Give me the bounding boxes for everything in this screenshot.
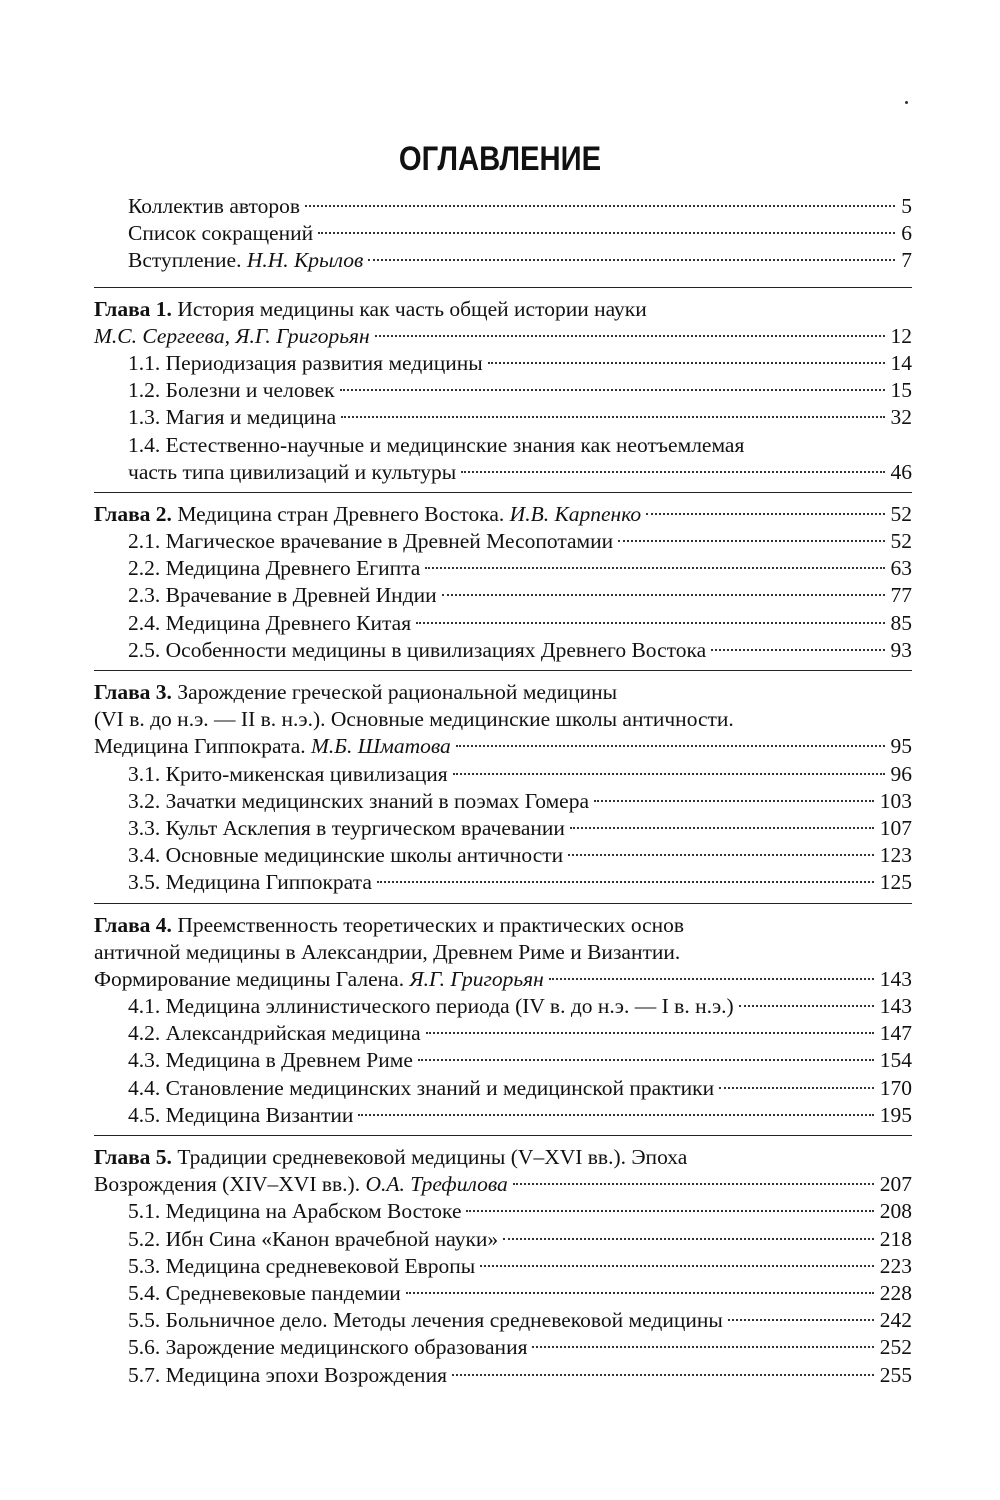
section-entry	[94, 377, 912, 404]
entry-text	[128, 1198, 461, 1225]
page-number: 6	[901, 221, 912, 246]
page-number: 96	[890, 761, 912, 786]
page-number: 85	[890, 610, 912, 635]
chapter-label: Глава 3.	[94, 680, 178, 704]
page-number: 32	[890, 405, 912, 430]
section-title: 5.6. Зарождение медицинского образования	[128, 1335, 528, 1360]
dot-leader	[466, 1210, 873, 1212]
section-title: 5.5. Больничное дело. Методы лечения средневековой медицины	[128, 1308, 723, 1333]
dot-leader	[406, 1292, 874, 1294]
toc-entry	[94, 193, 912, 220]
dot-leader	[549, 978, 874, 980]
toc-entry	[94, 247, 912, 274]
entry-title: Коллектив авторов	[128, 194, 300, 218]
section-title: 3.4. Основные медицинские школы античности	[128, 843, 564, 868]
dot-leader	[739, 1005, 874, 1007]
page-number: 154	[879, 1048, 912, 1073]
page-number: 195	[879, 1102, 912, 1127]
entry-text	[128, 582, 437, 609]
section-entry	[94, 869, 912, 896]
chapter-heading-line	[94, 706, 912, 733]
page-number: 7	[901, 248, 912, 273]
section-entry	[94, 1253, 912, 1280]
entry-text	[128, 193, 300, 220]
section-title: 2.2. Медицина Древнего Египта	[128, 556, 421, 581]
dot-leader	[442, 594, 885, 596]
section-title: 3.5. Медицина Гиппократа	[128, 870, 372, 895]
section-title: 2.1. Магическое врачевание в Древней Месопотамии	[128, 529, 614, 554]
chapter-heading	[94, 966, 912, 993]
section-entry	[94, 1280, 912, 1307]
section-title: 1.3. Магия и медицина	[128, 405, 337, 430]
chapter-heading-line	[94, 679, 912, 706]
dot-leader	[341, 416, 884, 418]
dot-leader	[416, 622, 884, 624]
entry-text	[128, 842, 563, 869]
section-title: 4.1. Медицина эллинистического периода (IV в. до н.э. — I в. н.э.)	[128, 994, 734, 1019]
section-entry	[94, 1102, 912, 1129]
section-entry	[94, 788, 912, 815]
dot-leader	[418, 1059, 874, 1061]
dot-leader	[728, 1319, 874, 1321]
section-title: 3.2. Зачатки медицинских знаний в поэмах Гомера	[128, 788, 590, 813]
dot-leader	[513, 1183, 874, 1185]
chapter-author: М.Б. Шматова	[310, 734, 451, 759]
section-title: 5.7. Медицина эпохи Возрождения	[128, 1362, 447, 1387]
chapter-heading-line	[94, 296, 912, 323]
section-entry	[94, 637, 912, 664]
chapter-title-line: Возрождения (XIV–XVI вв.).	[94, 1172, 366, 1197]
dot-leader	[318, 232, 895, 234]
entry-text	[128, 1020, 421, 1047]
entry-text	[128, 1334, 527, 1361]
entry-text	[128, 1307, 723, 1334]
entry-text	[94, 939, 680, 966]
section-title: 4.3. Медицина в Древнем Риме	[128, 1048, 413, 1073]
chapter-heading-line	[94, 939, 912, 966]
entry-text	[128, 1226, 498, 1253]
page-number: 5	[901, 194, 912, 218]
chapter-title-line: История медицины как часть общей истории науки	[177, 296, 647, 321]
section-entry	[94, 1047, 912, 1074]
dot-leader	[425, 567, 884, 569]
chapter-title-line: (VI в. до н.э. — II в. н.э.). Основные медицинские школы античности.	[94, 707, 734, 732]
section-entry	[94, 404, 912, 431]
chapter-block	[94, 1135, 912, 1389]
entry-text	[128, 1280, 401, 1307]
page-number: 143	[879, 966, 912, 991]
entry-text	[128, 1047, 413, 1074]
section-title: 4.2. Александрийская медицина	[128, 1021, 421, 1046]
entry-text	[94, 733, 451, 760]
dot-leader	[646, 513, 884, 515]
chapter-author: И.В. Карпенко	[509, 501, 642, 526]
chapter-block	[94, 670, 912, 897]
entry-text	[94, 323, 370, 350]
scan-speck	[905, 101, 908, 104]
page-number: 63	[890, 556, 912, 581]
table-of-contents	[94, 193, 912, 1389]
page-number: 207	[879, 1172, 912, 1197]
chapter-heading	[94, 323, 912, 350]
dot-leader	[340, 389, 885, 391]
section-entry	[94, 582, 912, 609]
section-entry	[94, 1075, 912, 1102]
page-number: 46	[890, 459, 912, 484]
section-entry	[94, 842, 912, 869]
section-title: 2.3. Врачевание в Древней Индии	[128, 583, 437, 608]
page-number: 123	[879, 843, 912, 868]
chapter-heading	[94, 733, 912, 760]
section-entry	[94, 350, 912, 377]
dot-leader	[711, 649, 884, 651]
section-entry	[94, 459, 912, 486]
entry-author: Н.Н. Крылов	[246, 248, 364, 273]
chapter-author: М.С. Сергеева, Я.Г. Григорьян	[94, 323, 370, 348]
dot-leader	[488, 362, 885, 364]
page-number: 93	[890, 637, 912, 662]
entry-text	[128, 788, 589, 815]
chapter-title-line: Традиции средневековой медицины (V–XVI вв.). Эпоха	[177, 1145, 688, 1169]
entry-text	[128, 528, 613, 555]
entry-text	[128, 377, 335, 404]
entry-text	[128, 761, 448, 788]
section-title: 4.5. Медицина Византии	[128, 1102, 354, 1127]
entry-text	[128, 555, 420, 582]
entry-text	[128, 1253, 475, 1280]
chapter-title-line: Медицина стран Древнего Востока.	[177, 501, 510, 526]
entry-text	[128, 432, 744, 459]
dot-leader	[568, 854, 874, 856]
section-entry	[94, 1334, 912, 1361]
page-number: 103	[879, 788, 912, 813]
page-number: 170	[879, 1075, 912, 1100]
entry-text	[94, 501, 641, 528]
chapter-title-line: Медицина Гиппократа.	[94, 734, 311, 759]
entry-text	[128, 1075, 714, 1102]
entry-text	[128, 1102, 353, 1129]
dot-leader	[453, 773, 885, 775]
section-title: 2.4. Медицина Древнего Китая	[128, 610, 412, 635]
chapter-heading	[94, 501, 912, 528]
chapter-block	[94, 903, 912, 1130]
section-entry	[94, 432, 912, 459]
dot-leader	[719, 1087, 874, 1089]
toc-entry	[94, 220, 912, 247]
chapter-label: Глава 5.	[94, 1145, 178, 1169]
page-number: 12	[890, 323, 912, 348]
page-number: 125	[879, 870, 912, 895]
chapter-author: Я.Г. Григорьян	[409, 966, 544, 991]
toc-front-matter	[94, 193, 912, 275]
dot-leader	[368, 259, 895, 261]
entry-text	[94, 966, 544, 993]
page-number: 223	[879, 1253, 912, 1278]
chapter-heading-line	[94, 1144, 912, 1171]
dot-leader	[377, 881, 874, 883]
chapter-heading	[94, 1171, 912, 1198]
page-number: 147	[879, 1021, 912, 1046]
section-title: 3.3. Культ Асклепия в теургическом врачевании	[128, 815, 565, 840]
section-title: 5.4. Средневековые пандемии	[128, 1280, 401, 1305]
page-number: 228	[879, 1280, 912, 1305]
section-entry	[94, 1198, 912, 1225]
dot-leader	[503, 1238, 874, 1240]
section-title: часть типа цивилизаций и культуры	[128, 459, 457, 484]
page-title: ОГЛАВЛЕНИЕ	[398, 140, 602, 178]
dot-leader	[480, 1265, 874, 1267]
entry-title: Вступление.	[128, 248, 247, 273]
chapter-title-line: Формирование медицины Галена.	[94, 966, 410, 991]
entry-text	[128, 869, 372, 896]
dot-leader	[594, 800, 874, 802]
section-title: 3.1. Крито-микенская цивилизация	[128, 761, 448, 786]
dot-leader	[305, 205, 895, 207]
page-number: 208	[879, 1199, 912, 1224]
dot-leader	[532, 1346, 873, 1348]
dot-leader	[456, 745, 885, 747]
section-title: 1.2. Болезни и человек	[128, 378, 335, 403]
chapter-author: О.А. Трефилова	[365, 1172, 508, 1197]
section-entry	[94, 528, 912, 555]
dot-leader	[570, 827, 874, 829]
chapter-label: Глава 1.	[94, 296, 178, 321]
section-entry	[94, 815, 912, 842]
dot-leader	[618, 540, 884, 542]
section-entry	[94, 761, 912, 788]
chapter-label: Глава 2.	[94, 501, 178, 526]
entry-text	[128, 220, 313, 247]
section-entry	[94, 993, 912, 1020]
section-title: 4.4. Становление медицинских знаний и медицинской практики	[128, 1075, 715, 1100]
entry-text	[94, 296, 647, 323]
page-number: 15	[890, 378, 912, 403]
chapter-title-line: античной медицины в Александрии, Древнем Риме и Византии.	[94, 939, 681, 964]
entry-text	[128, 247, 363, 274]
chapter-heading-line	[94, 912, 912, 939]
entry-text	[128, 637, 706, 664]
page-number: 77	[890, 583, 912, 608]
page-number: 255	[879, 1362, 912, 1387]
section-entry	[94, 555, 912, 582]
chapter-block	[94, 287, 912, 486]
section-title: 1.4. Естественно-научные и медицинские знания как неотъемлемая	[128, 432, 745, 457]
entry-text	[128, 815, 565, 842]
entry-text	[94, 912, 684, 939]
entry-text	[128, 1362, 447, 1389]
section-entry	[94, 1020, 912, 1047]
page-number: 218	[879, 1226, 912, 1251]
section-entry	[94, 610, 912, 637]
entry-text	[128, 404, 336, 431]
section-title: 5.3. Медицина средневековой Европы	[128, 1253, 476, 1278]
entry-text	[94, 679, 617, 706]
page-number: 107	[879, 815, 912, 840]
dot-leader	[461, 471, 884, 473]
page-number: 242	[879, 1308, 912, 1333]
chapter-title-line: Преемственность теоретических и практических основ	[177, 912, 685, 937]
page-number: 14	[890, 350, 912, 375]
entry-text	[128, 350, 483, 377]
page-number: 143	[879, 994, 912, 1019]
entry-text	[128, 993, 734, 1020]
entry-title: Список сокращений	[128, 221, 314, 246]
section-title: 5.1. Медицина на Арабском Востоке	[128, 1199, 462, 1224]
page-number: 52	[890, 529, 912, 554]
section-title: 5.2. Ибн Сина «Канон врачебной науки»	[128, 1226, 499, 1251]
section-entry	[94, 1307, 912, 1334]
dot-leader	[426, 1032, 874, 1034]
entry-text	[128, 610, 411, 637]
dot-leader	[375, 335, 885, 337]
entry-text	[94, 1171, 508, 1198]
dot-leader	[452, 1374, 874, 1376]
dot-leader	[358, 1114, 873, 1116]
section-title: 1.1. Периодизация развития медицины	[128, 350, 483, 375]
section-entry	[94, 1362, 912, 1389]
entry-text	[128, 459, 456, 486]
page-number: 52	[890, 501, 912, 526]
chapter-title-line: Зарождение греческой рациональной медицины	[177, 680, 618, 704]
page-number: 252	[879, 1335, 912, 1360]
page-number: 95	[890, 734, 912, 759]
section-entry	[94, 1226, 912, 1253]
chapter-block	[94, 492, 912, 664]
entry-text	[94, 1144, 687, 1171]
chapter-label: Глава 4.	[94, 912, 178, 937]
section-title: 2.5. Особенности медицины в цивилизациях Древнего Востока	[128, 637, 707, 662]
entry-text	[94, 706, 734, 733]
